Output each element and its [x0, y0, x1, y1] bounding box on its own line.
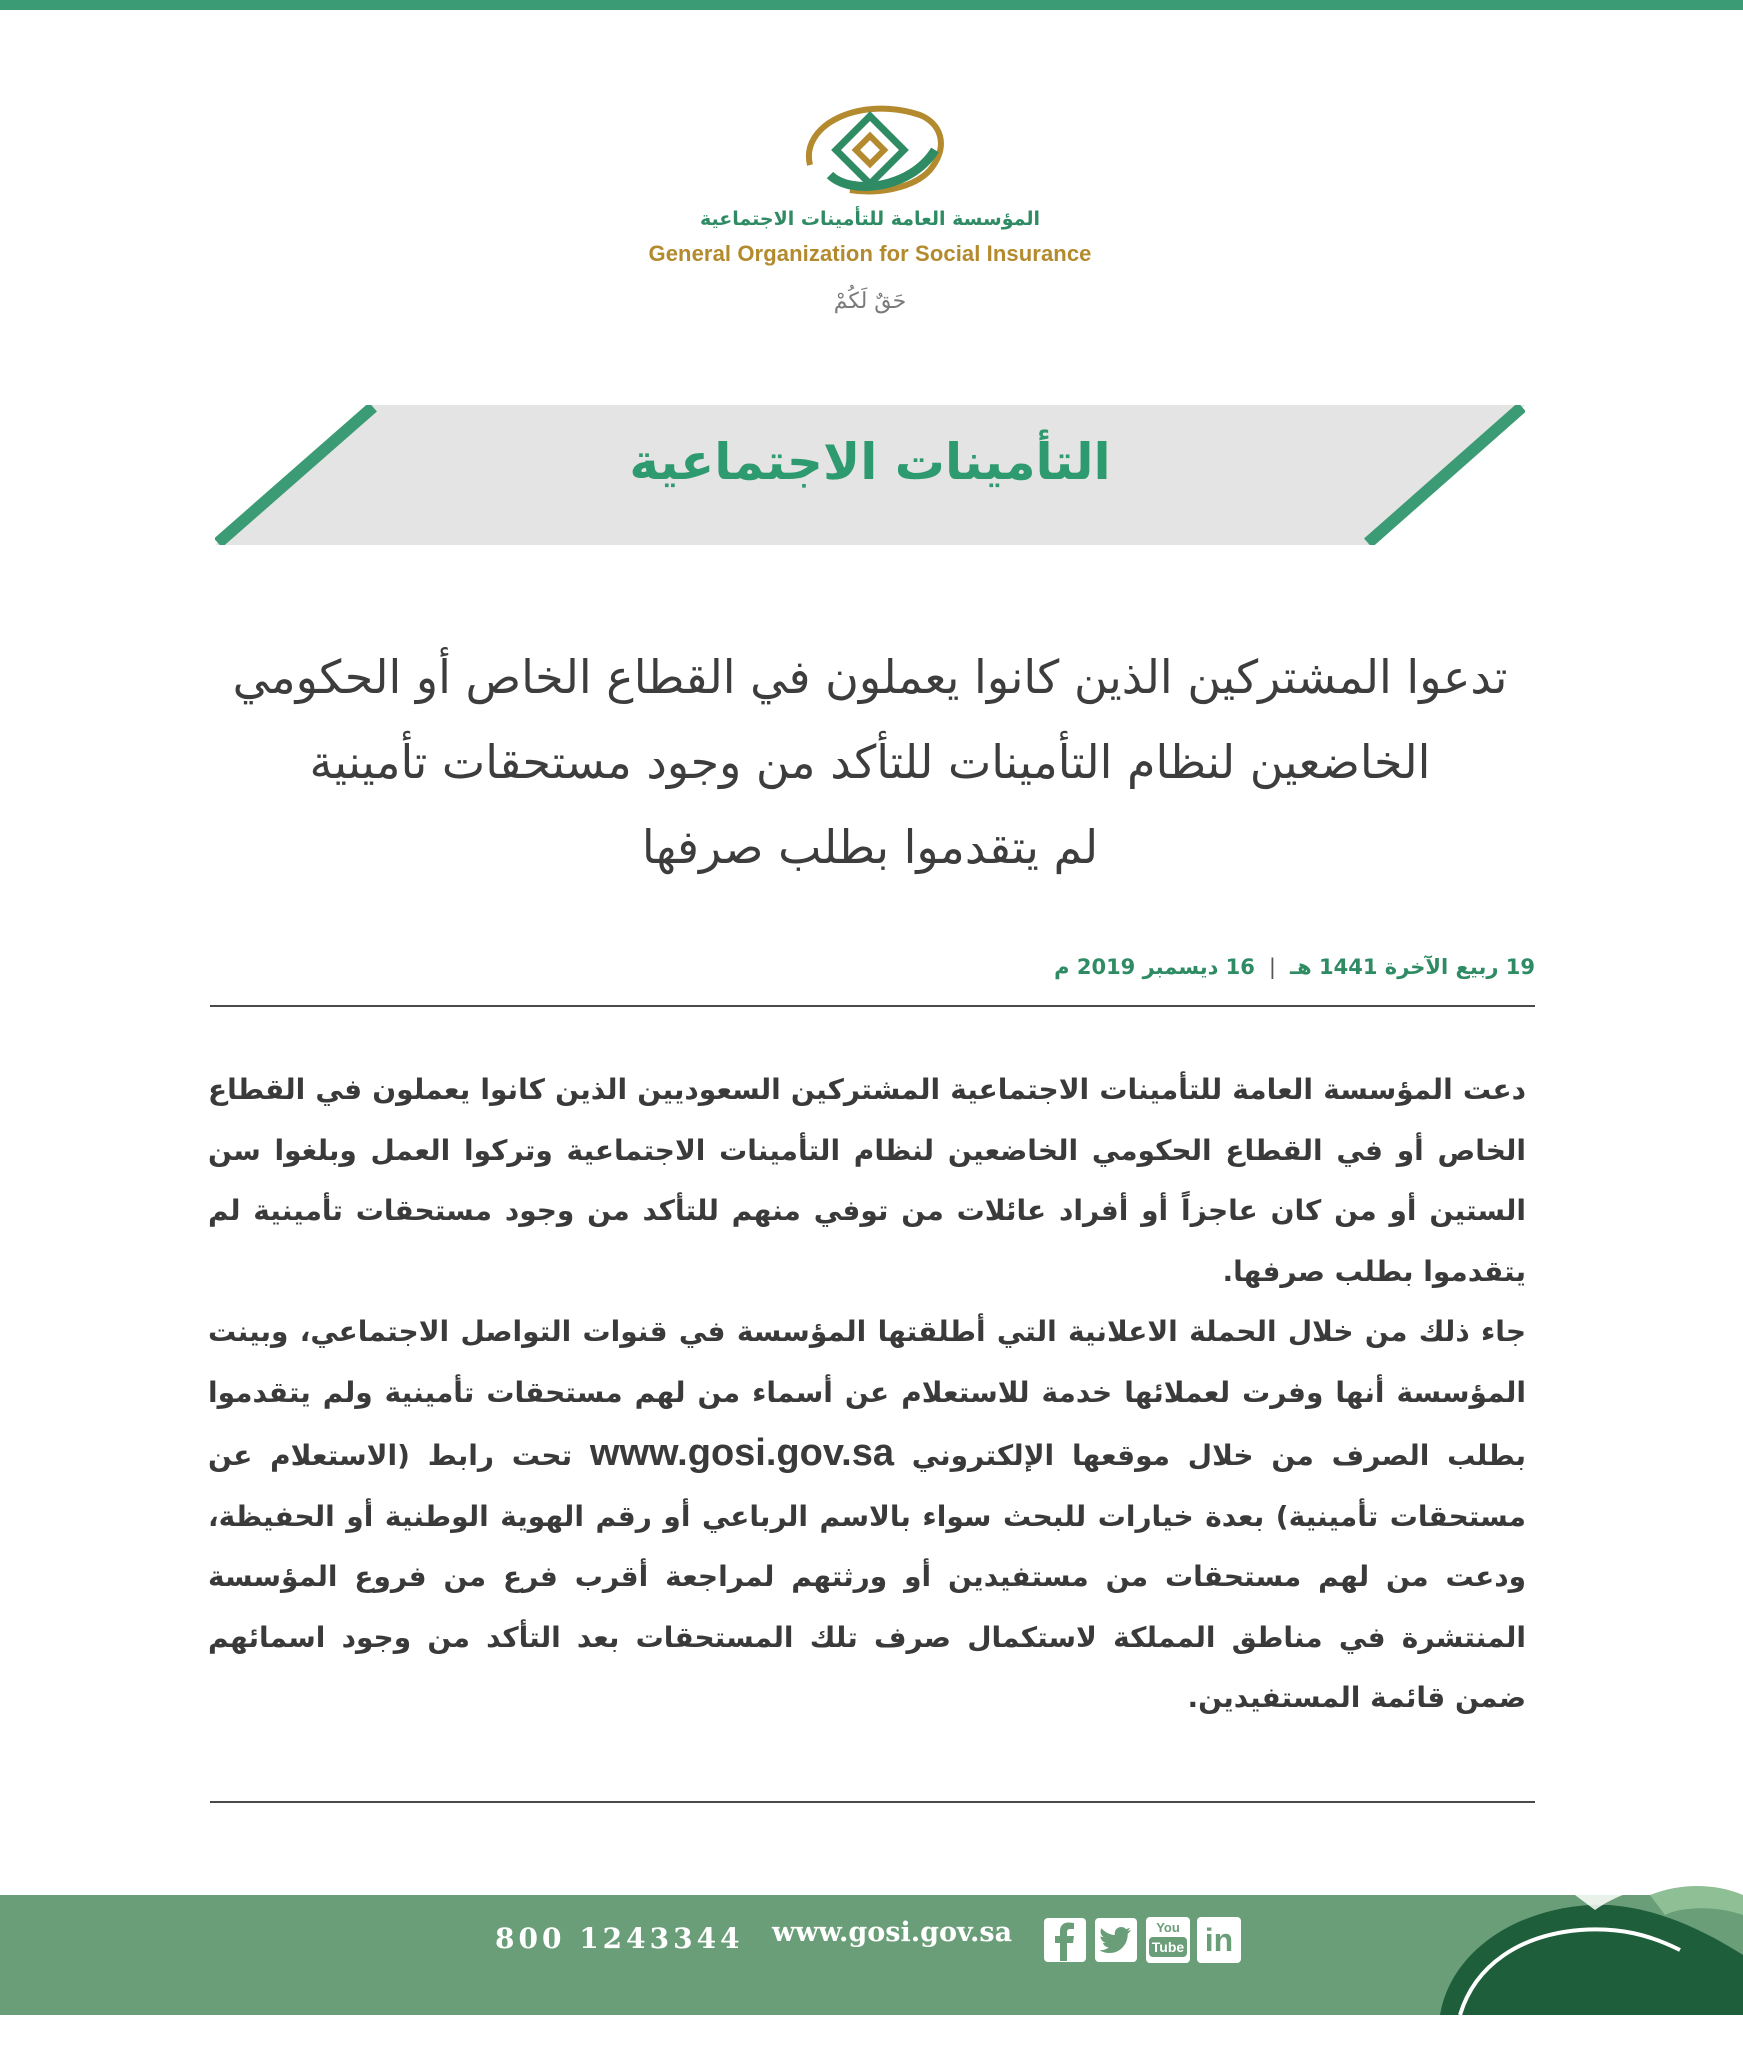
title-banner [215, 405, 1525, 545]
youtube-label-top: You [1156, 1920, 1180, 1935]
paragraph-1: دعت المؤسسة العامة للتأمينات الاجتماعية المشتركين السعوديين الذين كانوا يعملون في القطاع الخاص أو في القطاع الحكومي الخاضعين لنظام التأمينات الاجتماعية وتركوا العمل وبلغوا سن الستين أو من كان عاجزاً أو أفراد عائلات من توفي منهم للتأكد من وجود مستحقات تأمينية لم يتقدموا بطلب صرفها. [208, 1073, 1526, 1288]
facebook-icon[interactable] [1043, 1917, 1087, 1963]
youtube-label-bottom: Tube [1149, 1937, 1187, 1957]
twitter-icon[interactable] [1094, 1917, 1138, 1963]
footer-leaf-decoration [1380, 1855, 1743, 2015]
linkedin-icon[interactable] [1197, 1917, 1241, 1963]
org-name-english: General Organization for Social Insurance [648, 241, 1092, 266]
slogan: حَقٌ لَكُمْ [833, 289, 907, 314]
linkedin-label: in [1204, 1922, 1234, 1958]
date-hijri: 19 ربيع الآخرة 1441 هـ [1289, 955, 1535, 979]
date-separator: | [1268, 955, 1276, 979]
org-name-arabic: المؤسسة العامة للتأمينات الاجتماعية [700, 208, 1040, 230]
bottom-divider [210, 1801, 1535, 1803]
gosi-logo [640, 95, 1100, 345]
date-gregorian: 16 ديسمبر 2019 م [1054, 955, 1255, 979]
paragraph-2-start: جاء ذلك من خلال الحملة الاعلانية التي أطلقتها المؤسسة في قنوات التواصل الاجتماعي، وبينت المؤسسة أنها وفرت لعملائها خدمة للاستعلام عن أسماء من لهم مستحقات تأمينية ولم يتقدموا بطلب الصرف من خلال موقعها الإلكتروني [208, 1315, 1526, 1472]
paragraph-2 [208, 1302, 1526, 1729]
footer-phone[interactable]: 800 1243344 [495, 1922, 744, 1955]
publish-date [210, 955, 1535, 979]
youtube-icon[interactable] [1146, 1917, 1190, 1963]
gosi-emblem-icon [790, 95, 950, 205]
headline-line-2: الخاضعين لنظام التأمينات للتأكد من وجود مستحقات تأمينية [309, 735, 1431, 789]
headline-line-3: لم يتقدموا بطلب صرفها [641, 820, 1099, 874]
website-link[interactable]: www.gosi.gov.sa [589, 1432, 894, 1474]
article-body [208, 1060, 1526, 1729]
headline-line-1: تدعوا المشتركين الذين كانوا يعملون في القطاع الخاص أو الحكومي [232, 650, 1508, 704]
paragraph-2-end: تحت رابط (الاستعلام عن مستحقات تأمينية) بعدة خيارات للبحث سواء بالاسم الرباعي أو رقم الهوية الوطنية أو الحفيظة، ودعت من لهم مستحقات من مستفيدين أو ورثتهم لمراجعة أقرب فرع من فروع المؤسسة المنتشرة في مناطق المملكة لاستكمال صرف تلك المستحقات بعد التأكد من وجود اسمائهم ضمن قائمة المستفيدين. [208, 1439, 1526, 1714]
headline [190, 635, 1550, 890]
top-accent-bar [0, 0, 1743, 10]
footer-website[interactable]: www.gosi.gov.sa [772, 1917, 1013, 1948]
banner-title: التأمينات الاجتماعية [629, 433, 1111, 491]
top-divider [210, 1005, 1535, 1007]
